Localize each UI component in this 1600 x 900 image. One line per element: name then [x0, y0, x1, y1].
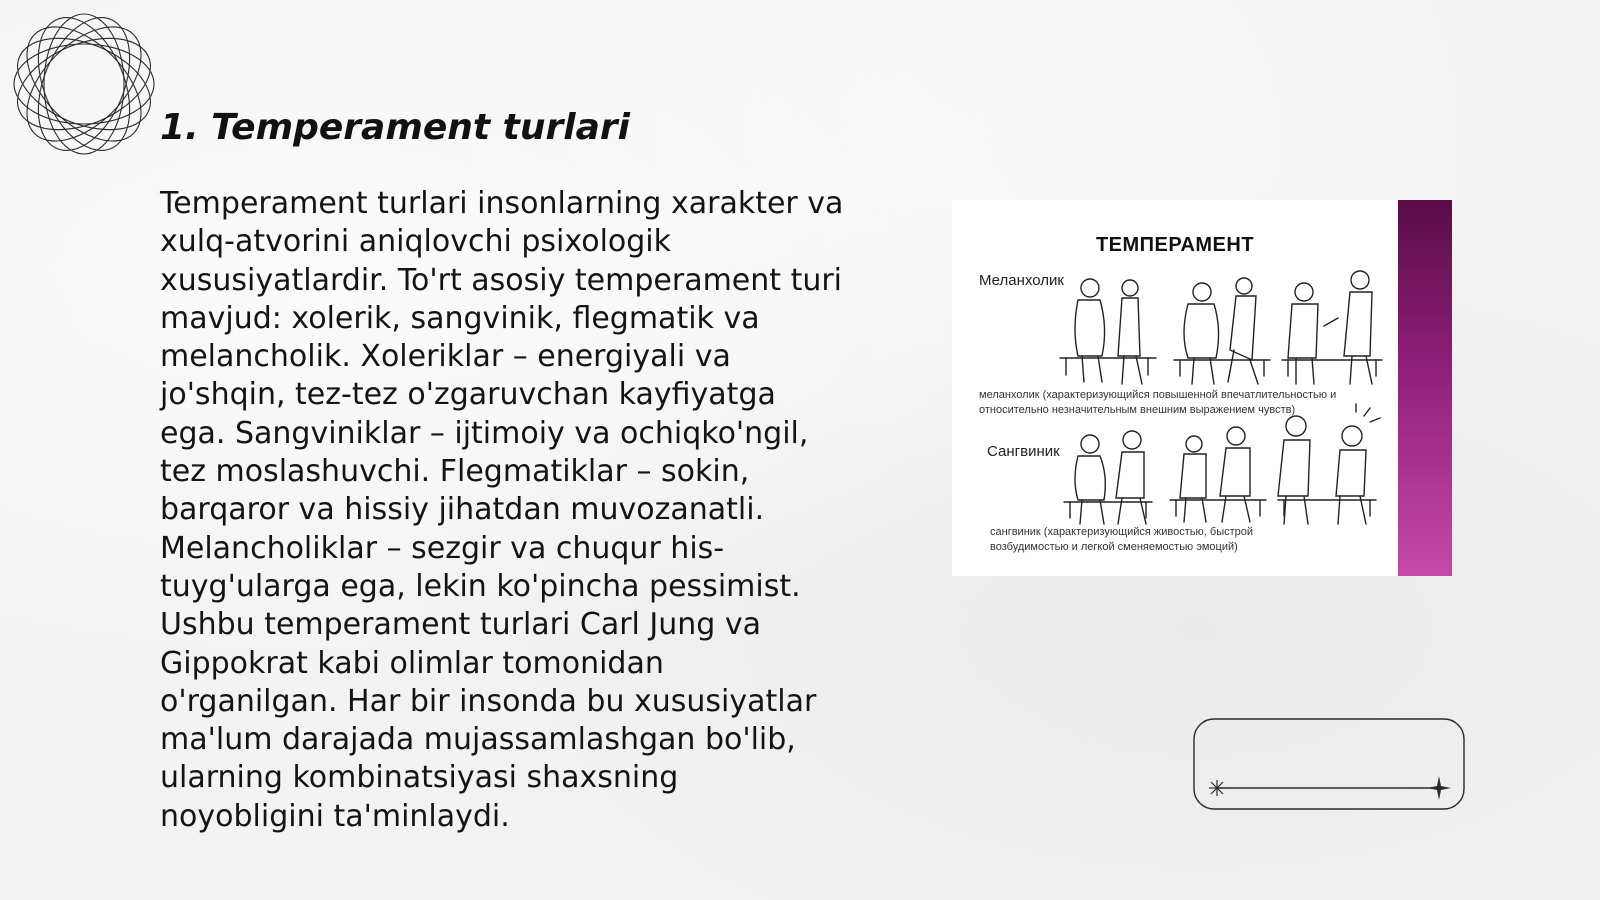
illustration-title: ТЕМПЕРАМЕНТ: [1095, 234, 1255, 256]
rounded-frame-with-line-icon: [1193, 718, 1465, 810]
label-sanguine: Сангвиник: [987, 443, 1060, 460]
accent-band: [1398, 200, 1452, 576]
slide-title: 1. Temperament turlari: [160, 107, 630, 148]
spirograph-rosette-icon: [10, 10, 158, 158]
body-paragraph: Temperament turlari insonlarning xarakter va xulq-atvorini aniqlovchi psixologik xususiyatlardir. To'rt asosiy temperament turi mavjud: xolerik, sangvinik, flegmatik va melancholik. Xoleriklar – energiyali va jo'shqin, tez-tez o'zgaruvchan kayfiyatga ega. Sangviniklar – ijtimoiy va ochiqko'ngil, tez moslashuvchi. Flegmatiklar – sokin, barqaror va hissiy jihatdan muvozanatli. Melancholiklar – sezgir va chuqur his-tuyg'ularga ega, lekin ko'pincha pessimist. Ushbu temperament turlari Carl Jung va Gippokrat kabi olimlar tomonidan o'rganilgan. Har bir insonda bu xususiyatlar ma'lum darajada mujassamlashgan bo'lib, ularning kombinatsiyasi shaxsning noyobligini ta'minlaydi.: [160, 186, 844, 834]
caption-melancholic-line-1: меланхолик (характеризующийся повышенной впечатлительностью и: [979, 389, 1337, 401]
caption-melancholic-line-2: относительно незначительным внешним выражением чувств): [979, 404, 1296, 416]
label-melancholic: Меланхолик: [979, 272, 1064, 289]
sparkle-icon: [1427, 776, 1451, 800]
starburst-icon: [1209, 780, 1225, 796]
caption-sanguine-line-1: сангвиник (характеризующийся живостью, быстрой: [990, 526, 1254, 538]
temperament-illustration: [952, 200, 1452, 576]
caption-sanguine-line-2: возбудимостью и легкой сменяемостью эмоций): [990, 541, 1238, 553]
